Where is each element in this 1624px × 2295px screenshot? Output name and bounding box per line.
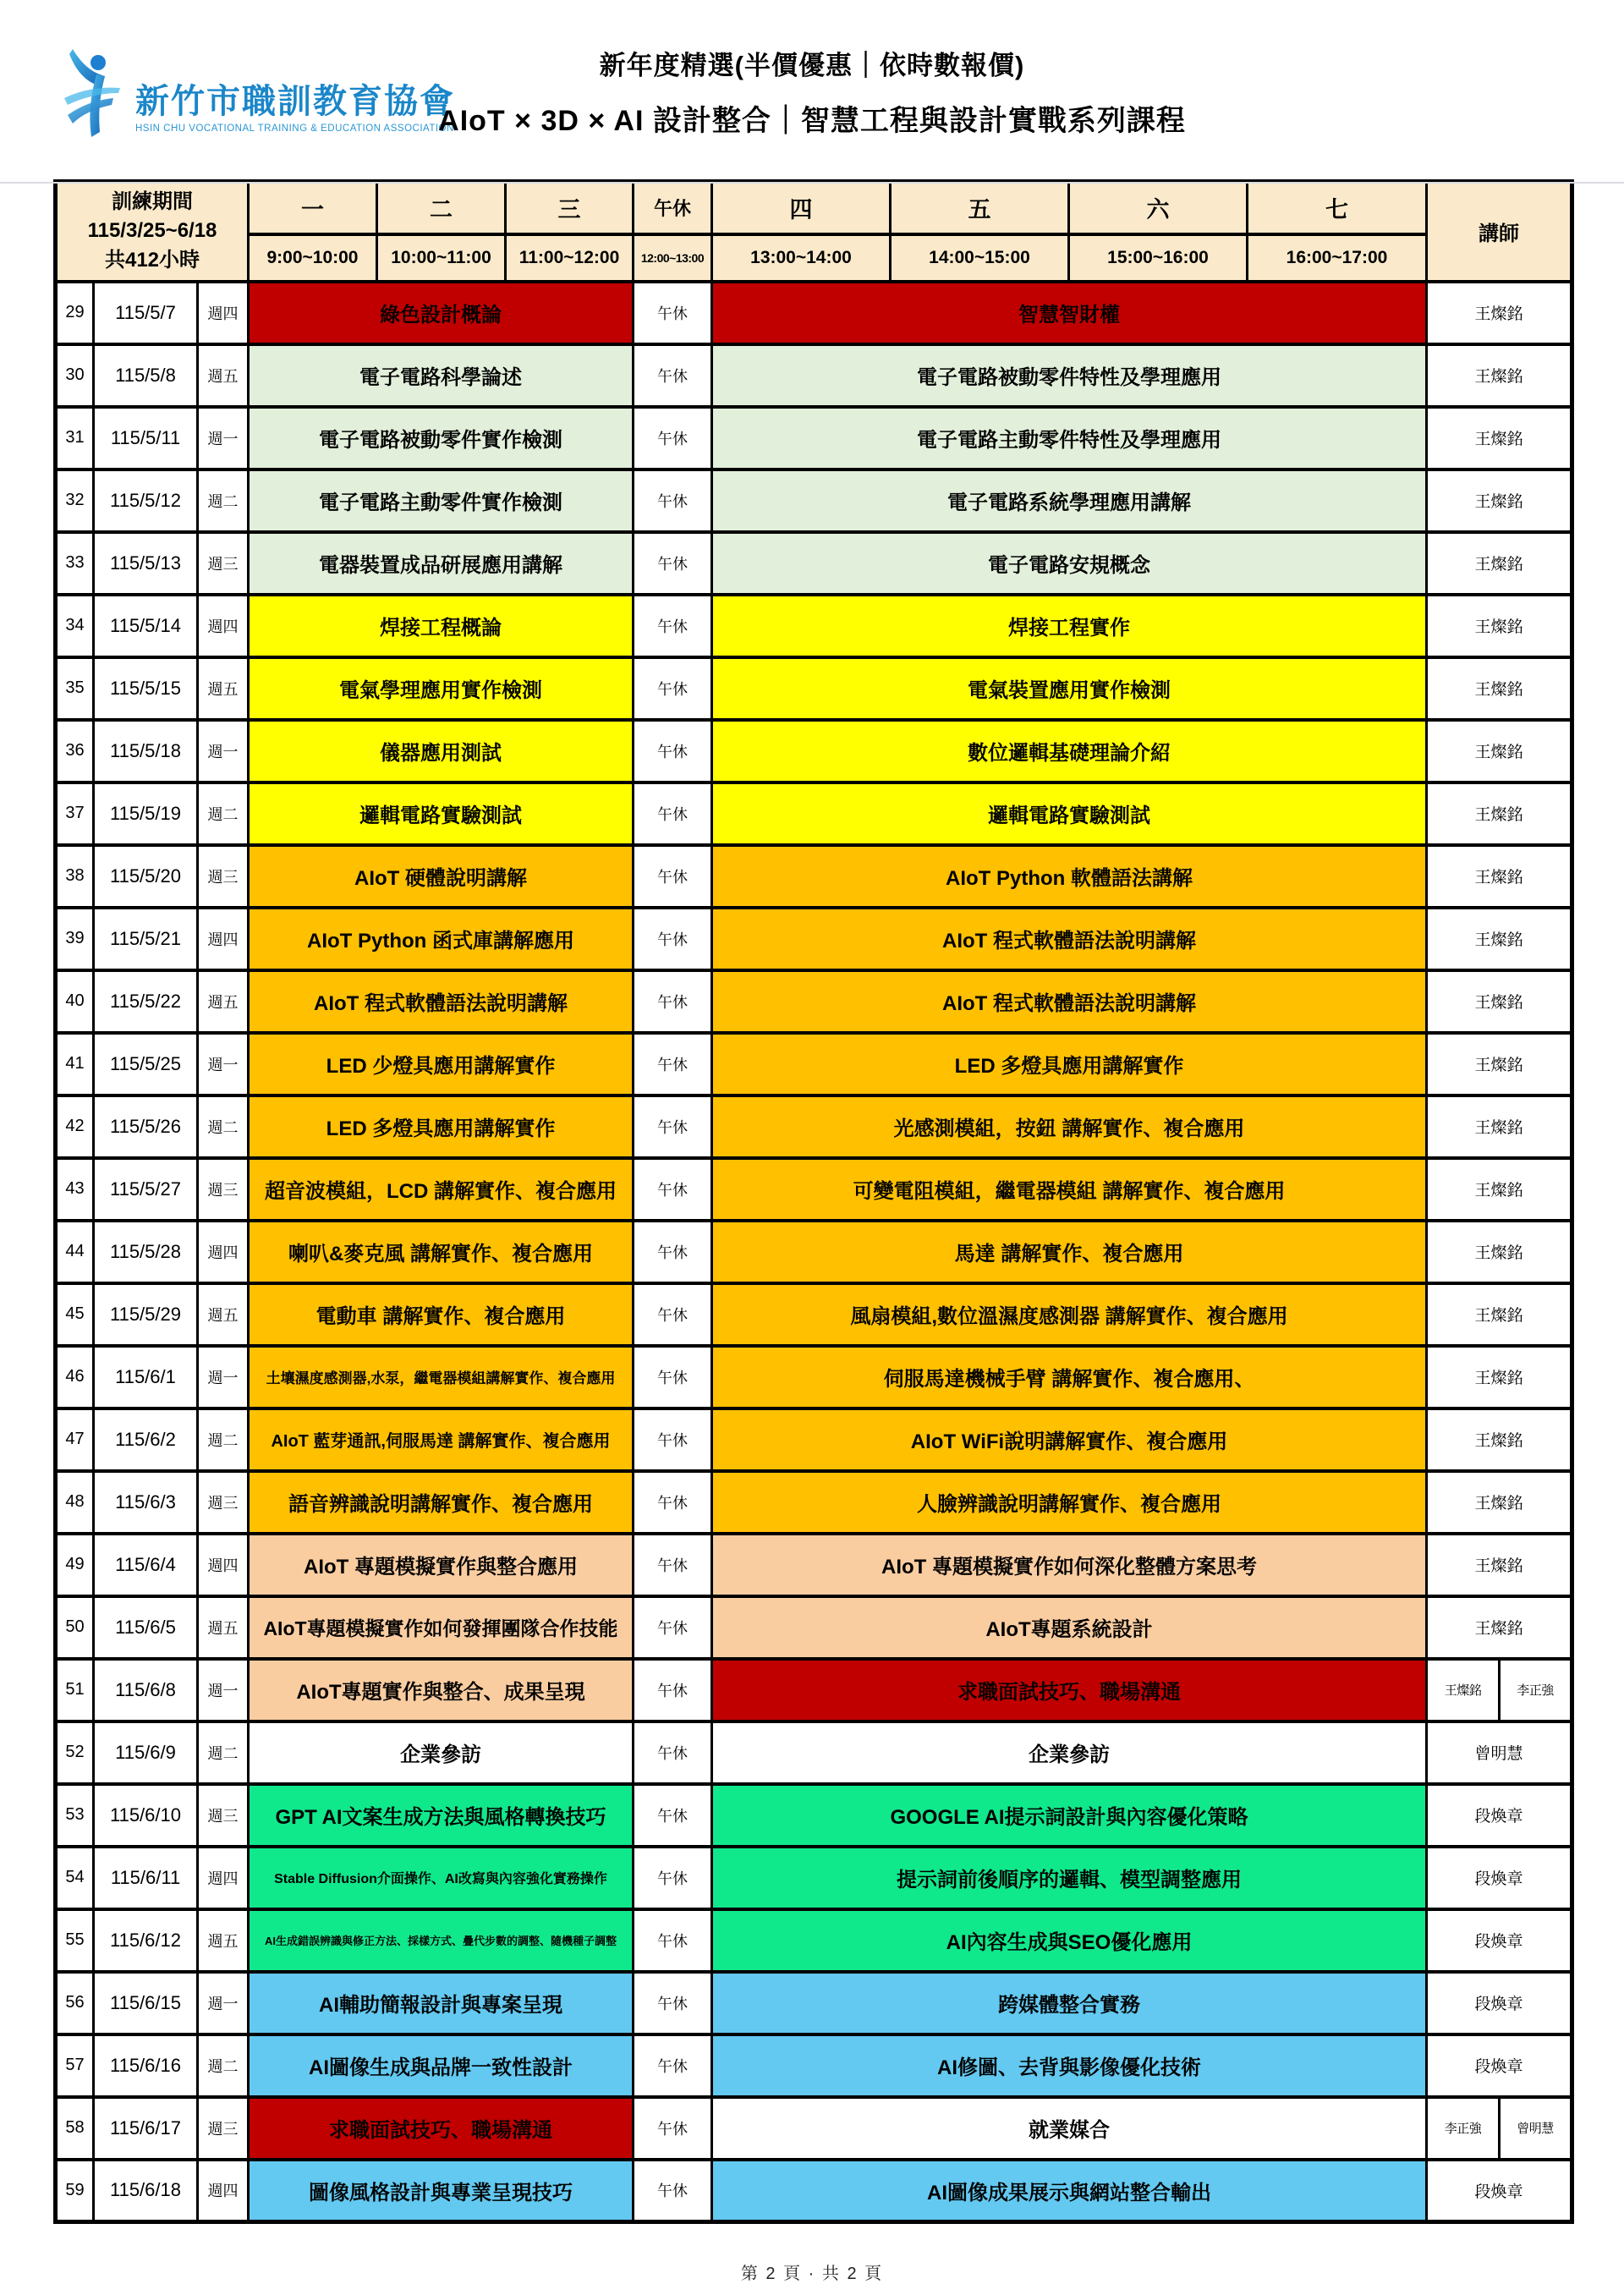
afternoon-course-cell: 電子電路系統學理應用講解 [712, 469, 1427, 532]
row-weekday: 週二 [198, 2034, 249, 2097]
morning-course-cell: 企業參訪 [249, 1721, 634, 1784]
header-time-6: 15:00~16:00 [1069, 234, 1248, 282]
instructor-cell: 段煥章 [1427, 2160, 1572, 2222]
afternoon-course-cell: LED 多燈具應用講解實作 [712, 1033, 1427, 1095]
training-period-cell [56, 182, 249, 282]
instructor-cell: 王燦銘 [1427, 1033, 1572, 1095]
morning-course-cell: AIoT 藍芽通訊,伺服馬達 講解實作、複合應用 [249, 1408, 634, 1471]
afternoon-course-cell: AIoT 專題模擬實作如何深化整體方案思考 [712, 1534, 1427, 1596]
row-weekday: 週四 [198, 908, 249, 970]
morning-course-cell: 超音波模組，LCD 講解實作、複合應用 [249, 1158, 634, 1221]
row-number: 31 [56, 407, 94, 469]
afternoon-course-cell: 跨媒體整合實務 [712, 1972, 1427, 2034]
table-row [56, 657, 1572, 720]
row-number: 37 [56, 782, 94, 845]
row-date: 115/5/26 [94, 1095, 198, 1158]
instructor-cell: 王燦銘 [1427, 782, 1572, 845]
row-number: 33 [56, 532, 94, 595]
morning-course-cell: 電器裝置成品研展應用講解 [249, 532, 634, 595]
row-weekday: 週二 [198, 1408, 249, 1471]
afternoon-course-cell: AI圖像成果展示與網站整合輸出 [712, 2160, 1427, 2222]
row-number: 49 [56, 1534, 94, 1596]
lunch-cell: 午休 [634, 970, 712, 1033]
header-session-6: 六 [1069, 182, 1248, 234]
morning-course-cell: AI輔助簡報設計與專案呈現 [249, 1972, 634, 2034]
row-weekday: 週五 [198, 657, 249, 720]
lunch-cell: 午休 [634, 344, 712, 407]
table-row [56, 469, 1572, 532]
association-name: 新竹市職訓教育協會 [135, 83, 455, 120]
header-lunch: 午休 [634, 182, 712, 234]
row-date: 115/5/25 [94, 1033, 198, 1095]
morning-course-cell: AIoT Python 函式庫講解應用 [249, 908, 634, 970]
lunch-cell: 午休 [634, 1659, 712, 1721]
row-date: 115/5/12 [94, 469, 198, 532]
morning-course-cell: AIoT專題實作與整合、成果呈現 [249, 1659, 634, 1721]
afternoon-course-cell: 提示詞前後順序的邏輯、模型調整應用 [712, 1847, 1427, 1909]
lunch-cell: 午休 [634, 1408, 712, 1471]
instructor-cell: 段煥章 [1427, 1784, 1572, 1847]
afternoon-course-cell: 光感測模組，按鈕 講解實作、複合應用 [712, 1095, 1427, 1158]
table-row [56, 2160, 1572, 2222]
row-date: 115/5/7 [94, 282, 198, 344]
afternoon-course-cell: AI內容生成與SEO優化應用 [712, 1909, 1427, 1972]
row-weekday: 週二 [198, 469, 249, 532]
lunch-cell: 午休 [634, 1909, 712, 1972]
afternoon-course-cell: 電子電路安規概念 [712, 532, 1427, 595]
row-number: 45 [56, 1283, 94, 1346]
afternoon-course-cell: 就業媒合 [712, 2097, 1427, 2160]
header-instructor: 講師 [1427, 182, 1572, 282]
instructor-cell: 王燦銘 [1427, 845, 1572, 908]
afternoon-course-cell: 電子電路被動零件特性及學理應用 [712, 344, 1427, 407]
afternoon-course-cell: AIoT Python 軟體語法講解 [712, 845, 1427, 908]
table-row [56, 1408, 1572, 1471]
header-lunch-time: 12:00~13:00 [634, 234, 712, 282]
instructor-cell: 王燦銘 [1427, 344, 1572, 407]
afternoon-course-cell: AI修圖、去背與影像優化技術 [712, 2034, 1427, 2097]
morning-course-cell: 電氣學理應用實作檢測 [249, 657, 634, 720]
instructor-cell: 王燦銘 [1427, 1659, 1500, 1721]
row-date: 115/5/20 [94, 845, 198, 908]
afternoon-course-cell: 焊接工程實作 [712, 595, 1427, 657]
row-date: 115/5/18 [94, 720, 198, 782]
afternoon-course-cell: AIoT 程式軟體語法說明講解 [712, 908, 1427, 970]
row-date: 115/6/8 [94, 1659, 198, 1721]
row-weekday: 週三 [198, 532, 249, 595]
row-date: 115/5/19 [94, 782, 198, 845]
instructor-cell: 王燦銘 [1427, 469, 1572, 532]
row-date: 115/5/21 [94, 908, 198, 970]
lunch-cell: 午休 [634, 1596, 712, 1659]
instructor-cell: 段煥章 [1427, 1972, 1572, 2034]
afternoon-course-cell: AIoT 程式軟體語法說明講解 [712, 970, 1427, 1033]
lunch-cell: 午休 [634, 1221, 712, 1283]
header-time-3: 11:00~12:00 [506, 234, 634, 282]
instructor-cell: 曾明慧 [1427, 1721, 1572, 1784]
row-weekday: 週五 [198, 1909, 249, 1972]
row-date: 115/5/22 [94, 970, 198, 1033]
instructor-cell: 王燦銘 [1427, 1221, 1572, 1283]
row-weekday: 週一 [198, 1033, 249, 1095]
header-time-2: 10:00~11:00 [377, 234, 506, 282]
instructor-cell: 王燦銘 [1427, 1471, 1572, 1534]
morning-course-cell: LED 多燈具應用講解實作 [249, 1095, 634, 1158]
morning-course-cell: Stable Diffusion介面操作、AI改寫與內容強化實務操作 [249, 1847, 634, 1909]
afternoon-course-cell: 可變電阻模組，繼電器模組 講解實作、複合應用 [712, 1158, 1427, 1221]
morning-course-cell: 電子電路科學論述 [249, 344, 634, 407]
row-weekday: 週三 [198, 1471, 249, 1534]
table-row [56, 1972, 1572, 2034]
instructor-cell: 王燦銘 [1427, 657, 1572, 720]
row-date: 115/6/12 [94, 1909, 198, 1972]
afternoon-course-cell: GOOGLE AI提示詞設計與內容優化策略 [712, 1784, 1427, 1847]
table-row [56, 595, 1572, 657]
row-number: 42 [56, 1095, 94, 1158]
page-header [0, 0, 1624, 179]
header-session-1: 一 [249, 182, 377, 234]
instructor-cell: 王燦銘 [1427, 908, 1572, 970]
lunch-cell: 午休 [634, 845, 712, 908]
morning-course-cell: 電子電路被動零件實作檢測 [249, 407, 634, 469]
morning-course-cell: 邏輯電路實驗測試 [249, 782, 634, 845]
instructor-cell: 王燦銘 [1427, 1408, 1572, 1471]
lunch-cell: 午休 [634, 1346, 712, 1408]
instructor-cell: 段煥章 [1427, 1909, 1572, 1972]
afternoon-course-cell: 風扇模組,數位溫濕度感測器 講解實作、複合應用 [712, 1283, 1427, 1346]
lunch-cell: 午休 [634, 720, 712, 782]
row-number: 32 [56, 469, 94, 532]
table-row [56, 1033, 1572, 1095]
table-row [56, 782, 1572, 845]
document-title [0, 44, 1624, 139]
table-row [56, 845, 1572, 908]
morning-course-cell: 焊接工程概論 [249, 595, 634, 657]
morning-course-cell: AIoT專題模擬實作如何發揮團隊合作技能 [249, 1596, 634, 1659]
row-weekday: 週四 [198, 2160, 249, 2222]
row-weekday: 週一 [198, 1346, 249, 1408]
table-row [56, 1847, 1572, 1909]
instructor-cell: 王燦銘 [1427, 1158, 1572, 1221]
morning-course-cell: AIoT 硬體說明講解 [249, 845, 634, 908]
title-line-2: AIoT × 3D × AI 設計整合｜智慧工程與設計實戰系列課程 [438, 105, 1186, 137]
row-number: 46 [56, 1346, 94, 1408]
table-body [56, 282, 1572, 2222]
row-number: 39 [56, 908, 94, 970]
row-weekday: 週三 [198, 1158, 249, 1221]
afternoon-course-cell: 伺服馬達機械手臂 講解實作、複合應用、 [712, 1346, 1427, 1408]
header-time-1: 9:00~10:00 [249, 234, 377, 282]
course-schedule-table [53, 179, 1574, 2224]
table-row [56, 282, 1572, 344]
row-weekday: 週五 [198, 970, 249, 1033]
row-weekday: 週五 [198, 344, 249, 407]
row-date: 115/5/27 [94, 1158, 198, 1221]
afternoon-course-cell: 求職面試技巧、職場溝通 [712, 1659, 1427, 1721]
morning-course-cell: 綠色設計概論 [249, 282, 634, 344]
table-header [56, 182, 1572, 282]
afternoon-course-cell: 邏輯電路實驗測試 [712, 782, 1427, 845]
table-row [56, 1596, 1572, 1659]
afternoon-course-cell: 電子電路主動零件特性及學理應用 [712, 407, 1427, 469]
table-row [56, 1659, 1572, 1721]
instructor-cell: 王燦銘 [1427, 532, 1572, 595]
table-row [56, 1283, 1572, 1346]
lunch-cell: 午休 [634, 407, 712, 469]
row-date: 115/6/2 [94, 1408, 198, 1471]
instructor-cell: 王燦銘 [1427, 1095, 1572, 1158]
morning-course-cell: GPT AI文案生成方法與風格轉換技巧 [249, 1784, 634, 1847]
row-number: 50 [56, 1596, 94, 1659]
row-number: 52 [56, 1721, 94, 1784]
row-weekday: 週三 [198, 845, 249, 908]
title-line-1: 新年度精選(半價優惠｜依時數報價) [599, 51, 1025, 80]
lunch-cell: 午休 [634, 1534, 712, 1596]
row-number: 58 [56, 2097, 94, 2160]
table-row [56, 344, 1572, 407]
header-session-5: 五 [891, 182, 1069, 234]
lunch-cell: 午休 [634, 2160, 712, 2222]
row-weekday: 週二 [198, 1721, 249, 1784]
row-number: 57 [56, 2034, 94, 2097]
row-number: 29 [56, 282, 94, 344]
row-date: 115/5/28 [94, 1221, 198, 1283]
row-date: 115/6/11 [94, 1847, 198, 1909]
lunch-cell: 午休 [634, 657, 712, 720]
row-number: 54 [56, 1847, 94, 1909]
row-weekday: 週一 [198, 1972, 249, 2034]
morning-course-cell: 電子電路主動零件實作檢測 [249, 469, 634, 532]
table-row [56, 1721, 1572, 1784]
training-period-dates: 115/3/25~6/18 [87, 219, 217, 243]
row-number: 59 [56, 2160, 94, 2222]
instructor-cell: 王燦銘 [1427, 970, 1572, 1033]
lunch-cell: 午休 [634, 782, 712, 845]
instructor-cell: 段煥章 [1427, 1847, 1572, 1909]
morning-course-cell: AIoT 程式軟體語法說明講解 [249, 970, 634, 1033]
lunch-cell: 午休 [634, 1283, 712, 1346]
header-session-4: 四 [712, 182, 891, 234]
row-number: 35 [56, 657, 94, 720]
row-weekday: 週四 [198, 1847, 249, 1909]
row-number: 51 [56, 1659, 94, 1721]
lunch-cell: 午休 [634, 2097, 712, 2160]
row-date: 115/5/14 [94, 595, 198, 657]
table-row [56, 1534, 1572, 1596]
row-number: 34 [56, 595, 94, 657]
table-row [56, 407, 1572, 469]
row-number: 53 [56, 1784, 94, 1847]
header-session-7: 七 [1248, 182, 1427, 234]
table-row [56, 908, 1572, 970]
lunch-cell: 午休 [634, 1158, 712, 1221]
instructor-cell: 李正強 [1427, 2097, 1500, 2160]
row-weekday: 週一 [198, 720, 249, 782]
row-number: 41 [56, 1033, 94, 1095]
afternoon-course-cell: 電氣裝置應用實作檢測 [712, 657, 1427, 720]
row-number: 43 [56, 1158, 94, 1221]
table-row [56, 1909, 1572, 1972]
header-session-3: 三 [506, 182, 634, 234]
morning-course-cell: 儀器應用測試 [249, 720, 634, 782]
row-date: 115/5/8 [94, 344, 198, 407]
morning-course-cell: 圖像風格設計與專業呈現技巧 [249, 2160, 634, 2222]
lunch-cell: 午休 [634, 908, 712, 970]
instructor-cell: 王燦銘 [1427, 407, 1572, 469]
row-number: 38 [56, 845, 94, 908]
row-number: 44 [56, 1221, 94, 1283]
row-date: 115/6/4 [94, 1534, 198, 1596]
instructor-cell: 王燦銘 [1427, 1346, 1572, 1408]
morning-course-cell: 喇叭&麥克風 講解實作、複合應用 [249, 1221, 634, 1283]
header-time-5: 14:00~15:00 [891, 234, 1069, 282]
header-time-7: 16:00~17:00 [1248, 234, 1427, 282]
row-weekday: 週三 [198, 1784, 249, 1847]
header-session-2: 二 [377, 182, 506, 234]
afternoon-course-cell: 人臉辨識說明講解實作、複合應用 [712, 1471, 1427, 1534]
row-weekday: 週五 [198, 1596, 249, 1659]
table-row [56, 2034, 1572, 2097]
afternoon-course-cell: 智慧智財權 [712, 282, 1427, 344]
row-date: 115/6/3 [94, 1471, 198, 1534]
row-weekday: 週四 [198, 1534, 249, 1596]
table-row [56, 1095, 1572, 1158]
row-number: 30 [56, 344, 94, 407]
table-row [56, 532, 1572, 595]
lunch-cell: 午休 [634, 469, 712, 532]
instructor-cell: 段煥章 [1427, 2034, 1572, 2097]
morning-course-cell: 土壤濕度感測器,水泵，繼電器模組講解實作、複合應用 [249, 1346, 634, 1408]
row-date: 115/6/1 [94, 1346, 198, 1408]
row-date: 115/5/11 [94, 407, 198, 469]
row-date: 115/6/18 [94, 2160, 198, 2222]
page-number: 第 2 頁 · 共 2 頁 [740, 2265, 884, 2283]
lunch-cell: 午休 [634, 595, 712, 657]
morning-course-cell: 語音辨識說明講解實作、複合應用 [249, 1471, 634, 1534]
row-weekday: 週一 [198, 407, 249, 469]
header-time-4: 13:00~14:00 [712, 234, 891, 282]
table-row [56, 1221, 1572, 1283]
association-subtitle: HSIN CHU VOCATIONAL TRAINING & EDUCATION ASSOCIATION [135, 124, 454, 134]
row-number: 55 [56, 1909, 94, 1972]
table-row [56, 1784, 1572, 1847]
morning-course-cell: LED 少燈具應用講解實作 [249, 1033, 634, 1095]
instructor-cell: 曾明慧 [1500, 2097, 1572, 2160]
morning-course-cell: AI圖像生成與品牌一致性設計 [249, 2034, 634, 2097]
morning-course-cell: 求職面試技巧、職場溝通 [249, 2097, 634, 2160]
table-row [56, 970, 1572, 1033]
table-row [56, 1158, 1572, 1221]
row-weekday: 週四 [198, 1221, 249, 1283]
lunch-cell: 午休 [634, 282, 712, 344]
row-weekday: 週二 [198, 1095, 249, 1158]
table-row [56, 1346, 1572, 1408]
lunch-cell: 午休 [634, 1471, 712, 1534]
table-row [56, 2097, 1572, 2160]
instructor-cell: 王燦銘 [1427, 1596, 1572, 1659]
row-weekday: 週五 [198, 1283, 249, 1346]
row-weekday: 週三 [198, 2097, 249, 2160]
row-number: 56 [56, 1972, 94, 2034]
morning-course-cell: 電動車 講解實作、複合應用 [249, 1283, 634, 1346]
row-date: 115/6/5 [94, 1596, 198, 1659]
row-weekday: 週四 [198, 595, 249, 657]
instructor-cell: 王燦銘 [1427, 595, 1572, 657]
afternoon-course-cell: 馬達 講解實作、複合應用 [712, 1221, 1427, 1283]
row-date: 115/6/17 [94, 2097, 198, 2160]
row-number: 48 [56, 1471, 94, 1534]
lunch-cell: 午休 [634, 1972, 712, 2034]
row-date: 115/5/15 [94, 657, 198, 720]
training-period-label: 訓練期間 [112, 189, 193, 213]
instructor-cell: 李正強 [1500, 1659, 1572, 1721]
afternoon-course-cell: AIoT WiFi說明講解實作、複合應用 [712, 1408, 1427, 1471]
row-number: 47 [56, 1408, 94, 1471]
table-row [56, 1471, 1572, 1534]
lunch-cell: 午休 [634, 1721, 712, 1784]
lunch-cell: 午休 [634, 1784, 712, 1847]
instructor-cell: 王燦銘 [1427, 720, 1572, 782]
row-date: 115/5/29 [94, 1283, 198, 1346]
row-weekday: 週二 [198, 782, 249, 845]
morning-course-cell: AI生成錯誤辨識與修正方法、採樣方式、疊代步數的調整、隨機種子調整 [249, 1909, 634, 1972]
afternoon-course-cell: 企業參訪 [712, 1721, 1427, 1784]
row-weekday: 週四 [198, 282, 249, 344]
training-period-hours: 共412小時 [104, 249, 200, 272]
row-number: 36 [56, 720, 94, 782]
header-divider [0, 182, 1624, 184]
instructor-cell: 王燦銘 [1427, 1534, 1572, 1596]
row-date: 115/5/13 [94, 532, 198, 595]
row-number: 40 [56, 970, 94, 1033]
row-date: 115/6/16 [94, 2034, 198, 2097]
row-date: 115/6/9 [94, 1721, 198, 1784]
afternoon-course-cell: AIoT專題系統設計 [712, 1596, 1427, 1659]
morning-course-cell: AIoT 專題模擬實作與整合應用 [249, 1534, 634, 1596]
instructor-cell: 王燦銘 [1427, 1283, 1572, 1346]
afternoon-course-cell: 數位邏輯基礎理論介紹 [712, 720, 1427, 782]
table-row [56, 720, 1572, 782]
instructor-cell: 王燦銘 [1427, 282, 1572, 344]
lunch-cell: 午休 [634, 532, 712, 595]
row-date: 115/6/15 [94, 1972, 198, 2034]
row-weekday: 週一 [198, 1659, 249, 1721]
lunch-cell: 午休 [634, 1033, 712, 1095]
row-date: 115/6/10 [94, 1784, 198, 1847]
lunch-cell: 午休 [634, 1847, 712, 1909]
lunch-cell: 午休 [634, 1095, 712, 1158]
lunch-cell: 午休 [634, 2034, 712, 2097]
